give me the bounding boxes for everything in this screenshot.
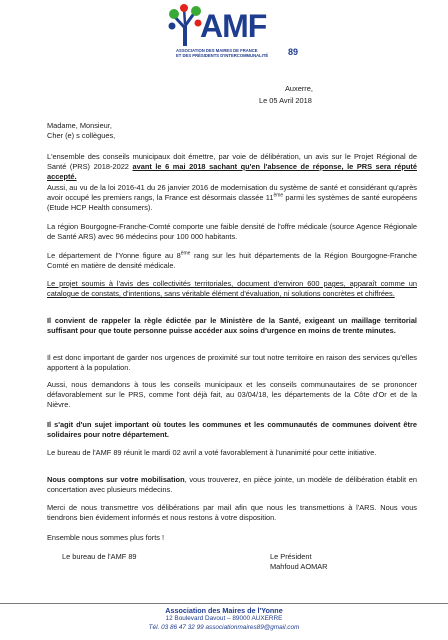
logo-wordmark: AMF — [200, 8, 267, 44]
president-title: Le Président — [270, 552, 312, 561]
tree-logo-icon — [168, 4, 204, 48]
amf-logo — [168, 4, 298, 66]
footer-contact: Tél. 03 86 47 32 99 associationmaires89@gmail.com — [148, 623, 300, 631]
footer-divider — [0, 603, 448, 604]
footer-title: Association des Maires de l'Yonne — [165, 606, 283, 615]
paragraph-6: Il convient de rappeler la règle édictée par le Ministère de la Santé, exigeant un maillage territorial suffisant pour que toute personne puisse accéder aux soins d'urgence en moins de trente minutes. — [47, 316, 417, 335]
salutation-line-2: Cher (e) s collègues, — [47, 131, 116, 140]
paragraph-7: Il est donc important de garder nos urgences de proximité sur tout notre territoire en raison des services qu'elles apportent à la population. — [47, 353, 417, 372]
paragraph-10: Le bureau de l'AMF 89 réunit le mardi 02 avril a voté favorablement à l'unanimité pour cette initiative. — [47, 448, 377, 457]
closing-line: Ensemble nous sommes plus forts ! — [47, 533, 165, 542]
signature-bureau: Le bureau de l'AMF 89 — [62, 552, 137, 561]
logo-subtitle: ASSOCIATION DES MAIRES DE FRANCE ET DES PRÉSIDENTS D'INTERCOMMUNALITÉ — [176, 48, 269, 58]
letter-date: Le 05 Avril 2018 — [259, 96, 312, 105]
paragraph-8: Aussi, nous demandons à tous les conseils municipaux et les conseils communautaires de se prononcer défavorablement sur le PRS, comme l'ont déjà fait, au 03/04/18, les départements de la Côte d'Or et de la Nièvre. — [47, 380, 417, 409]
paragraph-3: La région Bourgogne-Franche-Comté comporte une faible densité de l'offre médicale (source Agence Régionale de Santé ARS) avec 96 médecins pour 100 000 habitants. — [47, 222, 417, 241]
paragraph-4: Le département de l'Yonne figure au 8ème rang sur les huit départements de la Région Bourgogne-Franche Comté en matière de densité médicale. — [47, 250, 417, 270]
city: Auxerre, — [285, 84, 313, 93]
paragraph-5: Le projet soumis à l'avis des collectivités territoriales, document d'environ 600 pages, apparaît comme un catalogue de constats, d'intentions, sans véritable élément d'évaluation, ni solutions concrètes et chiffrées. — [47, 279, 417, 298]
logo-department: 89 — [288, 47, 299, 57]
president-name: Mahfoud AOMAR — [270, 562, 328, 571]
footer — [0, 607, 448, 632]
paragraph-2: Aussi, au vu de la loi 2016-41 du 26 janvier 2016 de modernisation du système de santé et considérant qu'après avoir occupé les premiers rangs, la France est désormais classée 11ème parmi les systèmes de santé européens (Etude HCP Health consumers). — [47, 183, 417, 212]
paragraph-11: Nous comptons sur votre mobilisation, vous trouverez, en pièce jointe, un modèle de délibération établit en concertation avec plusieurs médecins. — [47, 475, 417, 494]
footer-address: 12 Boulevard Davout – 89000 AUXERRE — [165, 615, 283, 623]
paragraph-12: Merci de nous transmettre vos délibérations par mail afin que nous les transmettions à l'ARS. Nous vous tiendrons bien évidement informés et nous restons à votre disposition. — [47, 503, 417, 522]
paragraph-9: Il s'agit d'un sujet important où toutes les communes et les communautés de communes doivent être solidaires pour notre département. — [47, 420, 417, 439]
signature-president — [270, 552, 328, 572]
paragraph-1: L'ensemble des conseils municipaux doit émettre, par voie de délibération, un avis sur le Projet Régional de Santé (PRS) 2018-2022 avant le 6 mai 2018 sachant qu'en l'absence de réponse, le PRS sera réputé accepté. — [47, 152, 417, 181]
salutation-line-1: Madame, Monsieur, — [47, 121, 112, 130]
